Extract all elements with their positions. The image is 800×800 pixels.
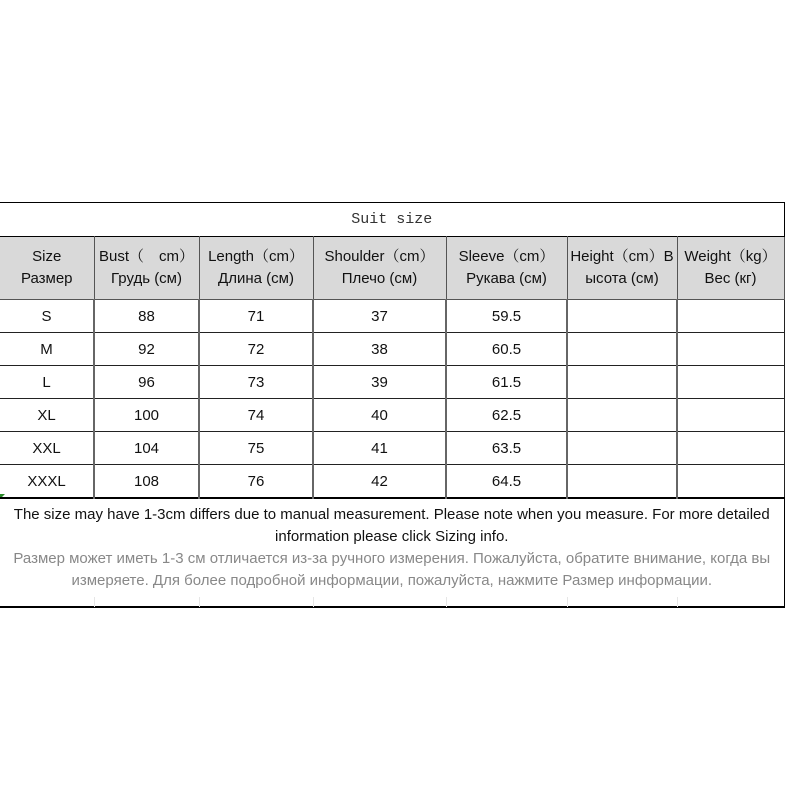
header-shoulder: Shoulder（cm） Плечо (см) [313,237,446,300]
cell-weight [677,399,784,432]
note-cell [0,498,784,607]
cell-weight [677,333,784,366]
header-bust: Bust（ cm） Грудь (см) [94,237,199,300]
cell-sleeve: 59.5 [446,300,567,333]
cell-length: 75 [199,432,313,465]
cell-length: 74 [199,399,313,432]
table-row [0,399,784,432]
cell-sleeve: 63.5 [446,432,567,465]
cell-length: 72 [199,333,313,366]
header-weight: Weight（kg） Вес (кг) [677,237,784,300]
cell-size: S [0,300,94,333]
cell-size: L [0,366,94,399]
header-row [0,237,784,300]
table-row [0,366,784,399]
size-chart [0,202,784,608]
note-english: The size may have 1-3cm differs due to manual measurement. Please note when you measure. For more detailed information please click Sizing info. [13,506,770,545]
faint-gridline [446,597,447,607]
cell-bust: 100 [94,399,199,432]
faint-gridline [199,597,200,607]
header-size: Size Размер [0,237,94,300]
cell-height [567,300,677,333]
cell-height [567,333,677,366]
header-length: Length（cm） Длина (см) [199,237,313,300]
table-row [0,333,784,366]
cell-shoulder: 42 [313,465,446,499]
size-table [0,202,785,608]
cell-sleeve: 62.5 [446,399,567,432]
cell-height [567,432,677,465]
cell-weight [677,465,784,499]
header-sleeve: Sleeve（cm） Рукава (см) [446,237,567,300]
cell-sleeve: 64.5 [446,465,567,499]
faint-gridline [567,597,568,607]
cell-shoulder: 38 [313,333,446,366]
cell-sleeve: 60.5 [446,333,567,366]
cell-size: XXL [0,432,94,465]
cell-height [567,366,677,399]
faint-gridline [677,597,678,607]
table-row [0,465,784,499]
cell-shoulder: 40 [313,399,446,432]
cell-bust: 104 [94,432,199,465]
cell-shoulder: 41 [313,432,446,465]
note-row [0,498,784,607]
header-height: Height（cm）B ысота (см) [567,237,677,300]
cell-weight [677,432,784,465]
cell-size: XXXL [0,465,94,499]
cell-bust: 88 [94,300,199,333]
cell-size: M [0,333,94,366]
table-title: Suit size [0,203,784,237]
cell-length: 71 [199,300,313,333]
cell-bust: 96 [94,366,199,399]
cell-weight [677,300,784,333]
cell-length: 73 [199,366,313,399]
cell-height [567,399,677,432]
cell-shoulder: 37 [313,300,446,333]
cell-shoulder: 39 [313,366,446,399]
faint-gridline [313,597,314,607]
note-russian: Размер может иметь 1-3 см отличается из-за ручного измерения. Пожалуйста, обратите внимание, когда вы измеряете. Для более подробной информации, пожалуйста, нажмите Размер информации. [13,550,771,589]
cell-height [567,465,677,499]
cell-size: XL [0,399,94,432]
table-row [0,300,784,333]
cell-weight [677,366,784,399]
cell-sleeve: 61.5 [446,366,567,399]
cell-bust: 92 [94,333,199,366]
title-row [0,203,784,237]
table-row [0,432,784,465]
cell-bust: 108 [94,465,199,499]
cell-length: 76 [199,465,313,499]
faint-gridline [94,597,95,607]
